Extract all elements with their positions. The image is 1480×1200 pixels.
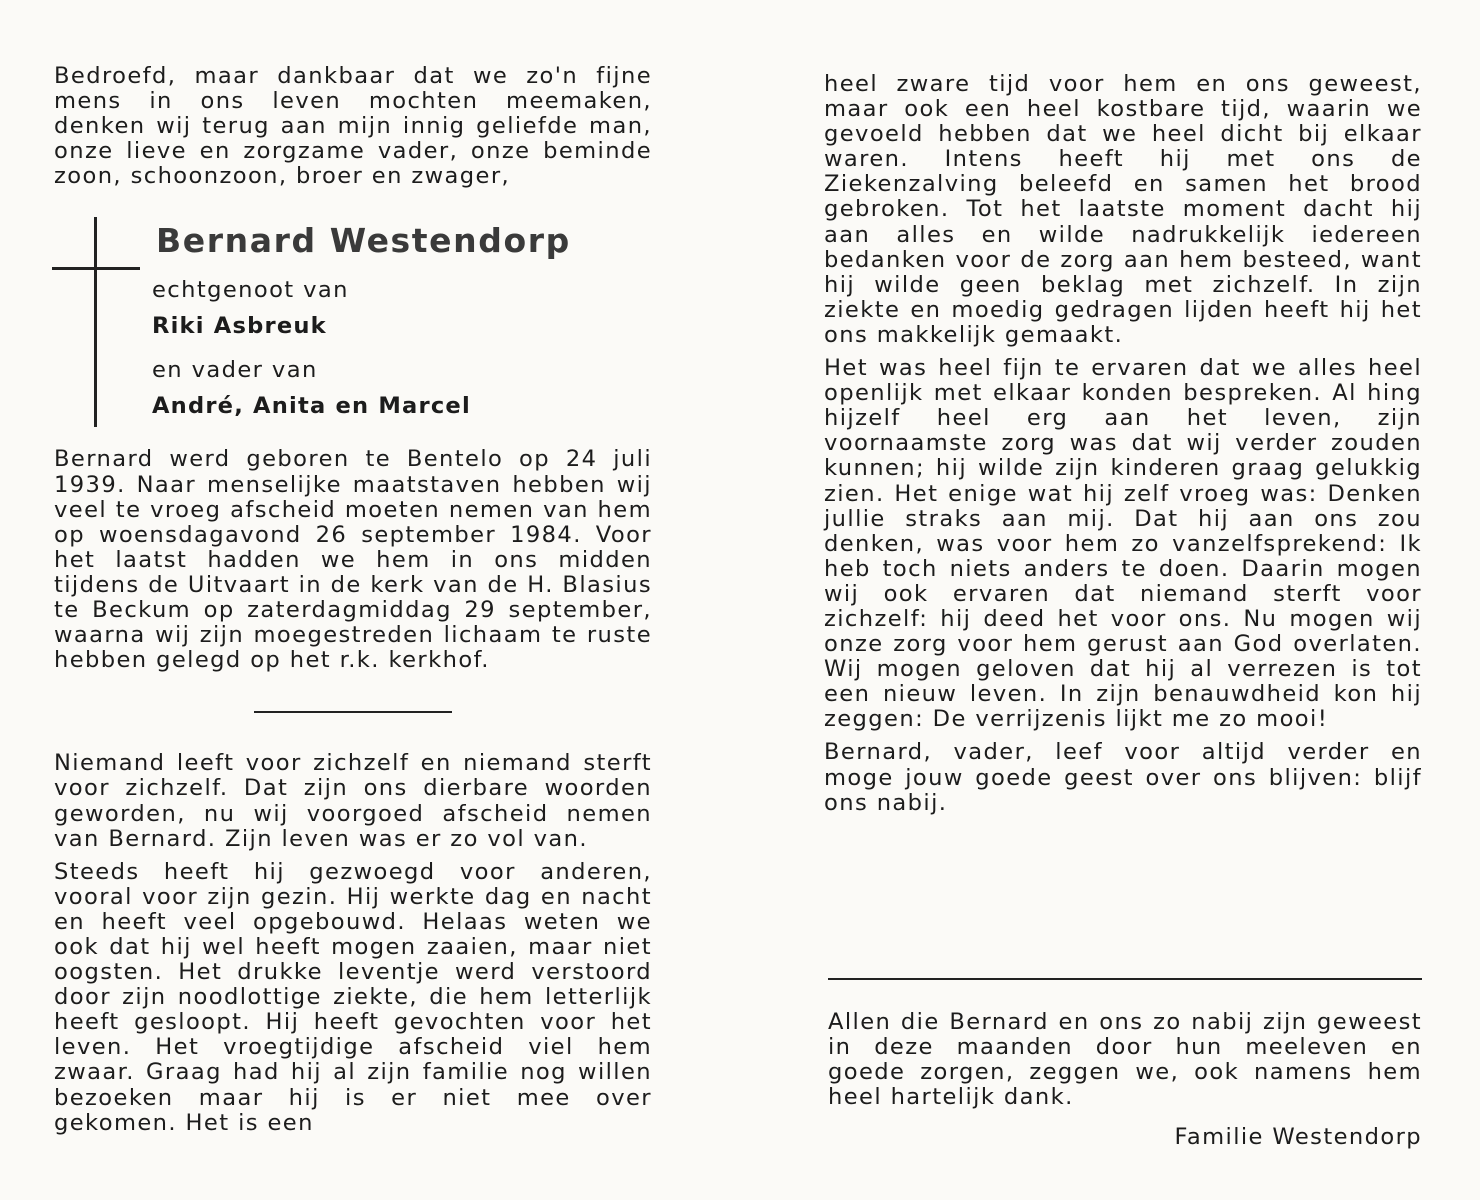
divider (254, 711, 452, 713)
right-column (824, 72, 1422, 816)
right-body-paragraph-3: Bernard, vader, leef voor altijd verder en moge jouw goede geest over ons blijven: blijf ons nabij. (824, 739, 1422, 816)
closing-paragraph: Allen die Bernard en ons zo nabij zijn geweest in deze maanden door hun meeleven en goede zorgen, zeggen we, ook namens hem heel hartelijk dank. (828, 1009, 1422, 1111)
right-body-paragraph-2: Het was heel fijn te ervaren dat we alles heel openlijk met elkaar konden bespreken. Al hing hijzelf heel erg aan het leven, zijn voornaamste zorg was dat wij verder zouden kunnen; hij wilde zijn kinderen graag gelukkig zien. Het enige wat hij zelf vroeg was: Denken jullie straks aan mij. Dat hij aan ons zou denken, was voor hem zo vanzelfsprekend: Ik heb toch niets anders te doen. Daarin mogen wij ook ervaren dat niemand sterft voor zichzelf: hij deed het voor ons. Nu mogen wij onze zorg voor hem gerust aan God overlaten. Wij mogen geloven dat hij al verrezen is tot een nieuw leven. In zijn benauwdheid kon hij zeggen: De verrijzenis lijkt me zo mooi! (824, 355, 1422, 733)
left-body-paragraph-1: Niemand leeft voor zichzelf en niemand sterft voor zichzelf. Dat zijn ons dierbare woorden geworden, nu wij voorgoed afscheid nemen van Bernard. Zijn leven was er zo vol van. (54, 750, 652, 852)
closing-block (828, 1010, 1422, 1110)
intro-paragraph: Bedroefd, maar dankbaar dat we zo'n fijne mens in ons leven mochten meemaken, denken wij terug aan mijn innig geliefde man, onze lieve en zorgzame vader, onze beminde zoon, schoonzoon, broer en zwager, (54, 63, 652, 190)
cross-icon-vertical (94, 217, 97, 427)
left-body-paragraph-2: Steeds heeft hij gezwoegd voor anderen, vooral voor zijn gezin. Hij werkte dag en nacht en heeft veel opgebouwd. Helaas weten we ook dat hij wel heeft mogen zaaien, maar niet oogsten. Het drukke leventje werd verstoord door zijn noodlottige ziekte, die hem letterlijk heeft gesloopt. Hij heeft gevochten voor het leven. Het vroegtijdige afscheid viel hem zwaar. Graag had hij al zijn familie nog willen bezoeken maar hij is er niet mee over gekomen. Het is een (54, 858, 652, 1136)
family-signature: Familie Westendorp (1174, 1124, 1422, 1150)
name-block (54, 221, 652, 447)
closing-divider (828, 978, 1422, 980)
biography-paragraph: Bernard werd geboren te Bentelo op 24 juli 1939. Naar menselijke maatstaven hebben wij veel te vroeg afscheid moeten nemen van hem op woensdagavond 26 september 1984. Voor het laatst hadden we hem in ons midden tijdens de Uitvaart in de kerk van de H. Blasius te Beckum op zaterdagmiddag 29 september, waarna wij zijn moegestreden lichaam te ruste hebben gelegd op het r.k. kerkhof. (54, 446, 652, 674)
children-names: André, Anita en Marcel (152, 393, 471, 420)
spouse-label: echtgenoot van (152, 277, 349, 304)
cross-icon-horizontal (52, 267, 140, 270)
children-label: en vader van (152, 357, 318, 384)
spouse-name: Riki Asbreuk (152, 313, 327, 340)
right-body-paragraph-1: heel zware tijd voor hem en ons geweest, maar ook een heel kostbare tijd, waarin we gevoeld hebben dat we heel dicht bij elkaar waren. Intens heeft hij met ons de Ziekenzalving beleefd en samen het brood gebroken. Tot het laatste moment dacht hij aan alles en wilde nadrukkelijk iedereen bedanken voor de zorg aan hem besteed, want hij wilde geen beklag met zichzelf. In zijn ziekte en moedig gedragen lijden heeft hij het ons makkelijk gemaakt. (824, 71, 1422, 348)
left-column (54, 64, 652, 1136)
deceased-name: Bernard Westendorp (156, 221, 571, 261)
